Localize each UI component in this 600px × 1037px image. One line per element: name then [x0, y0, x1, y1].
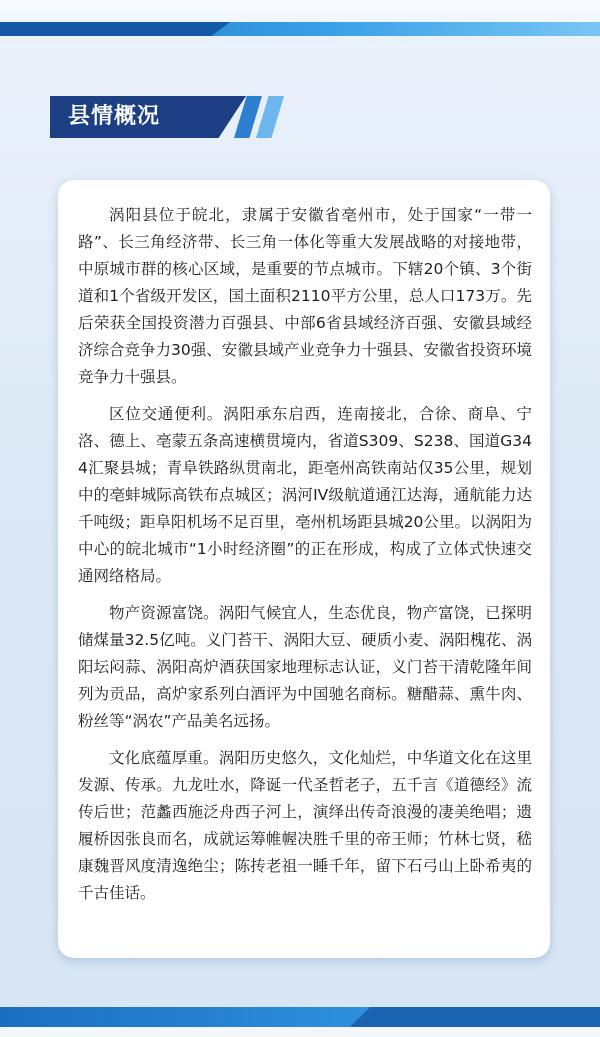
- paragraph-resources: 物产资源富饶。涡阳气候宜人，生态优良，物产富饶，已探明储煤量32.5亿吨。义门苔干、涡阳大豆、硬质小麦、涡阳槐花、涡阳坛闷蒜、涡阳高炉酒获国家地理标志认证，义门苔干清乾隆年间列为贡品，高炉家系列白酒评为中国驰名商标。糖醋蒜、熏牛肉、粉丝等“涡农”产品美名远扬。: [78, 604, 532, 730]
- title-banner-accent-2: [256, 96, 284, 138]
- bottom-white-edge: [0, 1027, 600, 1037]
- section-title: 县情概况: [68, 104, 161, 129]
- bottom-dark-stripe: [350, 1007, 600, 1027]
- paragraph-transport: 区位交通便利。涡阳承东启西，连南接北，合徐、商阜、宁洛、德上、亳蒙五条高速横贯境内，省道S309、S238、国道G344汇聚县城；青阜铁路纵贯南北，距亳州高铁南站仅35公里，规划中的亳蚌城际高铁布点城区；涡河IV级航道通江达海，通航能力达千吨级；距阜阳机场不足百里，亳州机场距县城20公里。以涡阳为中心的皖北城市“1小时经济圈”的正在形成，构成了立体式快速交通网络格局。: [78, 405, 532, 585]
- paragraph-culture: 文化底蕴厚重。涡阳历史悠久，文化灿烂，中华道文化在这里发源、传承。九龙吐水，降诞一代圣哲老子，五千言《道德经》流传后世；范蠡西施泛舟西子河上，演绎出传奇浪漫的凄美绝唱；遗履桥因张良而名，成就运筹帷幄决胜千里的帝王师；竹林七贤，嵇康魏晋风度清逸绝尘；陈抟老祖一睡千年，留下石弓山上卧希夷的千古佳话。: [78, 749, 532, 902]
- paragraph-overview: 涡阳县位于皖北，隶属于安徽省亳州市，处于国家“一带一路”、长三角经济带、长三角一体化等重大发展战略的对接地带，中原城市群的核心区域，是重要的节点城市。下辖20个镇、3个街道和1个省级开发区，国土面积2110平方公里，总人口173万。先后荣获全国投资潜力百强县、中部6省县域经济百强、安徽县域经济综合竞争力30强、安徽县域产业竞争力十强县、安徽省投资环境竞争力十强县。: [78, 206, 532, 386]
- top-dark-stripe: [0, 22, 230, 36]
- content-card: [58, 180, 550, 958]
- section-title-banner: [50, 96, 286, 138]
